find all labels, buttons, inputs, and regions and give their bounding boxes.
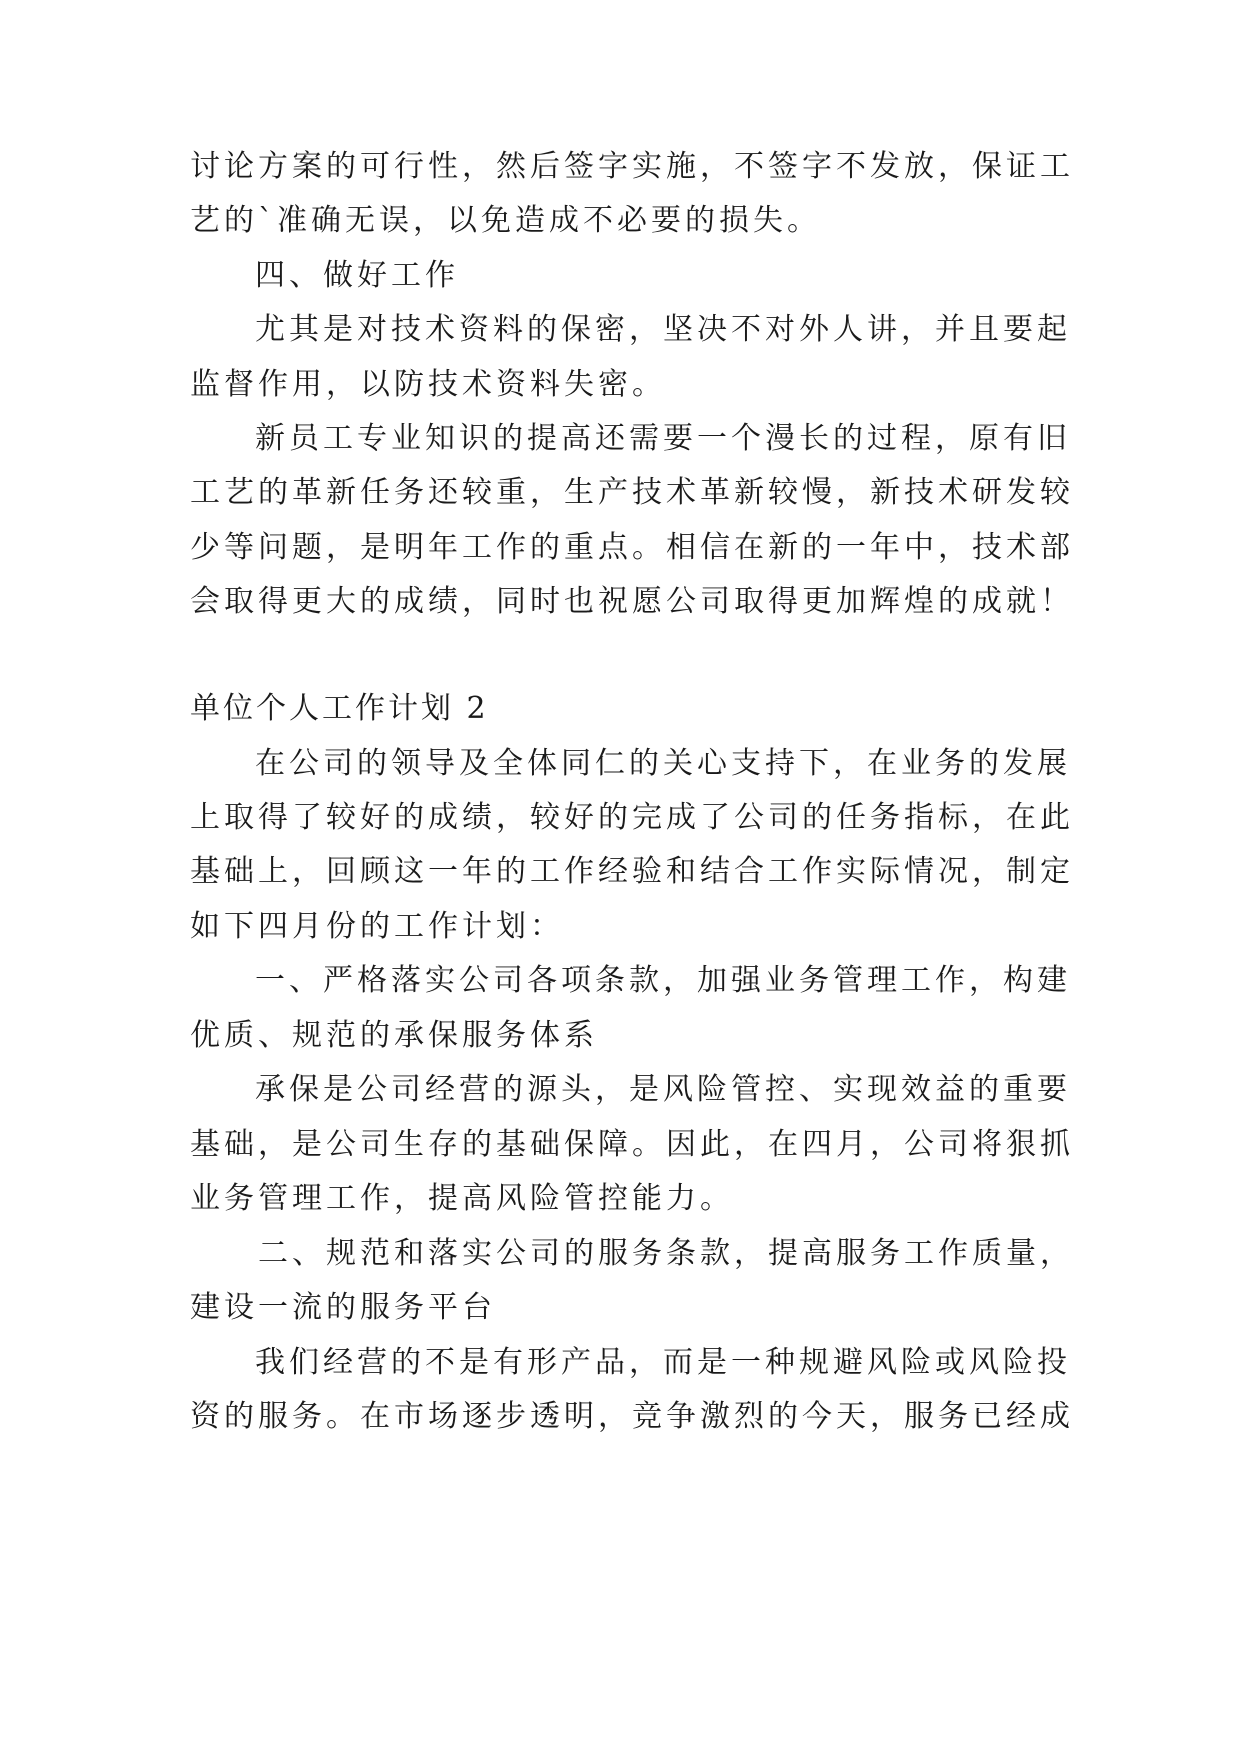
text-line: 艺的`准确无误，以免造成不必要的损失。 [190, 203, 821, 238]
text-line: 基础，是公司生存的基础保障。因此，在四月，公司将狠抓 [190, 1127, 1074, 1162]
section-heading: 一、严格落实公司各项条款，加强业务管理工作，构建 [255, 963, 1071, 998]
text-line: 监督作用，以防技术资料失密。 [190, 367, 666, 402]
text-line: 我们经营的不是有形产品，而是一种规避风险或风险投 [255, 1345, 1071, 1380]
text-line: 工艺的革新任务还较重，生产技术革新较慢，新技术研发较 [190, 475, 1074, 510]
text-line: 承保是公司经营的源头，是风险管控、实现效益的重要 [255, 1072, 1071, 1107]
text-line: 业务管理工作，提高风险管控能力。 [190, 1181, 734, 1216]
section-heading-continued: 优质、规范的承保服务体系 [190, 1018, 598, 1053]
text-line: 基础上，回顾这一年的工作经验和结合工作实际情况，制定 [190, 854, 1074, 889]
section-heading-continued: 建设一流的服务平台 [190, 1290, 496, 1325]
text-line: 如下四月份的工作计划： [190, 909, 564, 944]
text-line: 尤其是对技术资料的保密，坚决不对外人讲，并且要起 [255, 312, 1071, 347]
text-line: 新员工专业知识的提高还需要一个漫长的过程，原有旧 [255, 421, 1071, 456]
document-title: 单位个人工作计划 2 [190, 691, 489, 726]
section-heading: 四、做好工作 [255, 258, 459, 293]
text-line: 上取得了较好的成绩，较好的完成了公司的任务指标，在此 [190, 800, 1074, 835]
text-line: 在公司的领导及全体同仁的关心支持下，在业务的发展 [255, 746, 1071, 781]
text-line: 少等问题，是明年工作的重点。相信在新的一年中，技术部 [190, 530, 1074, 565]
text-line: 讨论方案的可行性，然后签字实施，不签字不发放，保证工 [190, 149, 1074, 184]
section-heading: 二、规范和落实公司的服务条款，提高服务工作质量， [258, 1236, 1074, 1271]
text-line: 会取得更大的成绩，同时也祝愿公司取得更加辉煌的成就！ [190, 584, 1074, 619]
text-line: 资的服务。在市场逐步透明，竞争激烈的今天，服务已经成 [190, 1399, 1074, 1434]
